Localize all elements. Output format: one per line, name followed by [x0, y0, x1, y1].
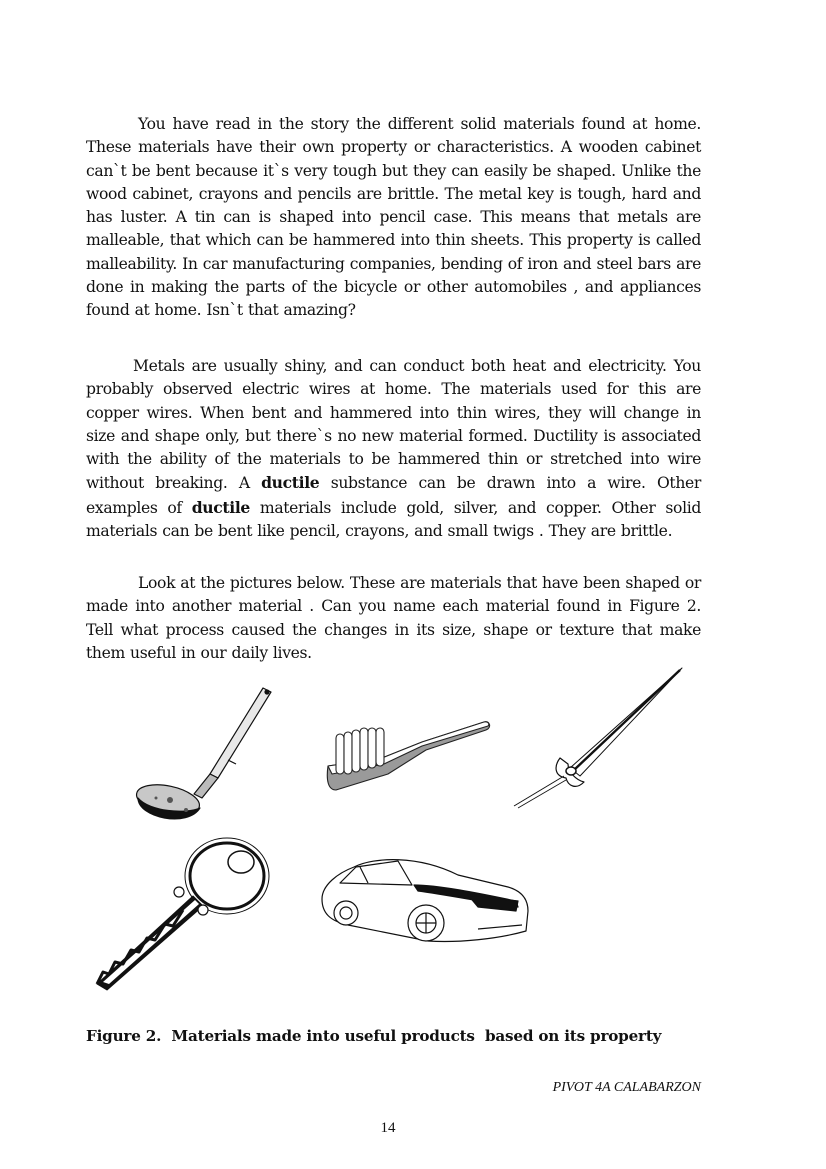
- sword-icon: [510, 664, 685, 809]
- page-number: 14: [380, 1120, 396, 1136]
- paragraph-text: Look at the pictures below. These are materials that have been shaped or made into another material . Can you name each material found in Figure 2. Tell what process caused the changes in its size, shape or texture that make them useful in our daily lives.: [86, 574, 701, 662]
- paragraph-text: materials include gold, silver, and copper. Other solid materials can be bent like pencil, crayons, and small twigs . They are brittle.: [86, 498, 701, 541]
- paragraph-metals-ductility: [86, 355, 701, 543]
- ladle-icon: [130, 682, 280, 822]
- paragraph-text: Metals are usually shiny, and can conduct both heat and electricity. You probably observed electric wires at home. The materials used for this are copper wires. When bent and hammered into thin wires, they will change in size and shape only, but there`s no new material formed. Ductility is associated with the ability of the materials to be hammered thin or stretched into wire without breaking. A: [86, 357, 701, 493]
- bold-term-ductile: ductile: [191, 497, 250, 517]
- footer-source: PIVOT 4A CALABARZON: [552, 1080, 701, 1095]
- figure-caption: Figure 2. Materials made into useful products based on its property: [86, 1027, 662, 1045]
- paragraph-look-at-pictures: [86, 572, 701, 665]
- key-icon: [95, 834, 275, 994]
- paragraph-text: You have read in the story the different solid materials found at home. These materials have their own property or characteristics. A wooden cabinet can`t be bent because it`s very tough but they can easily be shaped. Unlike the wood cabinet, crayons and pencils are brittle. The metal key is tough, hard and has luster. A tin can is shaped into pencil case. This means that metals are malleable, that which can be hammered into thin sheets. This property is called malleability. In car manufacturing companies, bending of iron and steel bars are done in making the parts of the bicycle or other automobiles , and appliances found at home. Isn`t that amazing?: [86, 115, 701, 320]
- paragraph-materials-properties: [86, 113, 701, 323]
- bold-term-ductile: ductile: [261, 473, 320, 493]
- paragraph-text: substance can be drawn into a wire. Other examples of: [86, 474, 701, 517]
- toothbrush-icon: [322, 714, 494, 792]
- car-icon: [318, 855, 533, 945]
